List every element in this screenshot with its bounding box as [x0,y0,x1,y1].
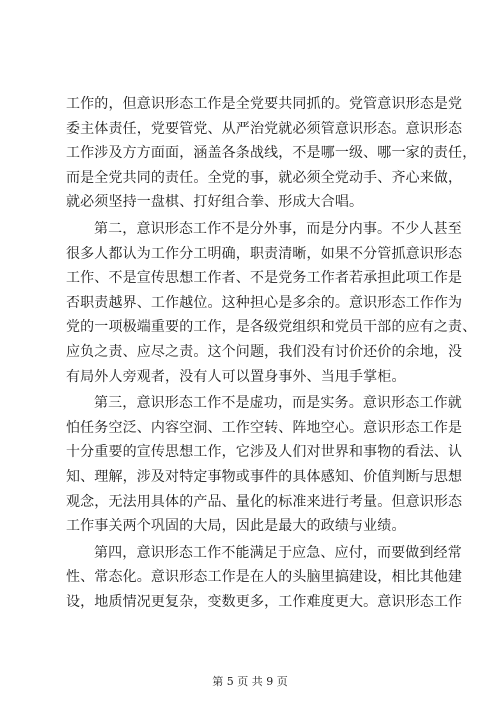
text-line: 观念，无法用具体的产品、量化的标准来进行考量。但意识形态 [66,493,463,510]
text-line: 工作、不是宣传思想工作者、不是党务工作者若承担此项工作是 [66,270,463,287]
paragraph-4 [66,541,463,615]
page-number-footer: 第 5 页 共 9 页 [212,675,288,688]
text-line: 工作的，但意识形态工作是全党要共同抓的。党管意识形态是党 [66,96,463,112]
text-line: 委主体责任，党要管党、从严治党就必须管意识形态。意识形态 [66,120,463,137]
document-body [66,92,477,614]
text-line: 知、理解，涉及对特定事物或事件的具体感知、价值判断与思想 [66,468,463,485]
text-line: 应负之责、应尽之责。这个问题，我们没有讨价还价的余地，没 [66,343,463,360]
text-line: 而是全党共同的责任。全党的事，就必须全党动手、齐心来做， [66,169,463,186]
text-line: 设，地质情况更复杂，变数更多，工作难度更大。意识形态工作 [66,593,463,610]
text-line: 怕任务空泛、内容空洞、工作空转、阵地空心。意识形态工作是 [66,419,463,436]
text-line: 工作事关两个巩固的大局，因此是最大的政绩与业绩。 [66,518,406,535]
text-line: 很多人都认为工作分工明确，职责清晰，如果不分管抓意识形态 [66,245,463,262]
text-line: 第二，意识形态工作不是分外事，而是分内事。不少人甚至 [94,220,462,237]
paragraph-2 [66,217,477,389]
text-line: 性、常态化。意识形态工作是在人的头脑里搞建设，相比其他建 [66,569,463,586]
text-line: 有局外人旁观者，没有人可以置身事外、当甩手掌柜。 [66,368,406,385]
paragraph-1 [66,92,477,215]
text-line: 就必须坚持一盘棋、打好组合拳、形成大合唱。 [66,194,364,211]
text-line: 第三，意识形态工作不是虚功，而是实务。意识形态工作就 [94,395,462,412]
text-line: 否职责越界、工作越位。这种担心是多余的。意识形态工作作为 [66,294,463,311]
text-line: 工作涉及方方面面，涵盖各条战线，不是哪一级、哪一家的责任， [66,145,477,162]
text-line: 党的一项极端重要的工作，是各级党组织和党员干部的应有之责、 [66,319,477,336]
text-line: 十分重要的宣传思想工作，它涉及人们对世界和事物的看法、认 [66,444,463,461]
text-line: 第四，意识形态工作不能满足于应急、应付，而要做到经常 [94,544,462,561]
paragraph-3 [66,391,463,539]
